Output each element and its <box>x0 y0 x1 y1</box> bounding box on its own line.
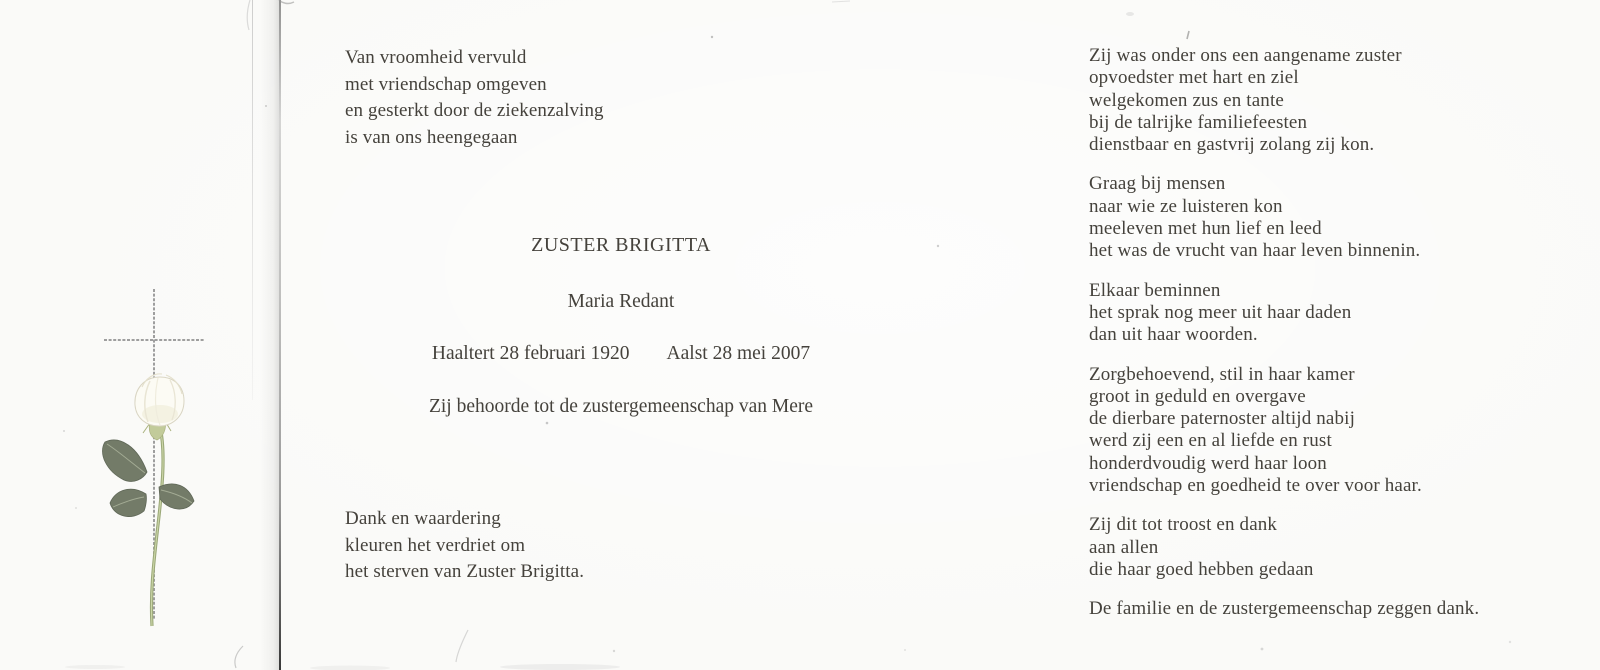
eulogy-line: naar wie ze luisteren kon <box>1089 195 1283 217</box>
eulogy-line: werd zij een en al liefde en rust <box>1089 430 1332 452</box>
eulogy-paragraph <box>1089 514 1569 581</box>
verse-line: het sterven van Zuster Brigitta. <box>345 561 585 583</box>
eulogy-line: honderdvoudig werd haar loon <box>1089 452 1327 474</box>
eulogy-line: dan uit haar woorden. <box>1089 324 1258 346</box>
eulogy-paragraph <box>1089 364 1569 498</box>
eulogy-closing <box>1089 598 1569 620</box>
life-dates <box>345 343 897 364</box>
eulogy-text <box>1089 45 1569 638</box>
eulogy-line: groot in geduld en overgave <box>1089 385 1306 407</box>
eulogy-line: Zorgbehoevend, stil in haar kamer <box>1089 363 1355 385</box>
eulogy-paragraph <box>1089 280 1569 347</box>
white-rose-icon <box>135 374 184 426</box>
eulogy-line: meeleven met hun lief en leed <box>1089 218 1322 240</box>
verse-line: is van ons heengegaan <box>345 126 518 148</box>
fold-crease-line <box>279 0 281 670</box>
rose-leaves <box>102 440 194 517</box>
eulogy-line: de dierbare paternoster altijd nabij <box>1089 408 1356 430</box>
eulogy-line: Elkaar beminnen <box>1089 279 1221 301</box>
opening-verse <box>345 45 905 151</box>
verse-line: met vriendschap omgeven <box>345 73 547 95</box>
eulogy-line: opvoedster met hart en ziel <box>1089 67 1299 89</box>
closing-verse <box>345 506 905 586</box>
eulogy-paragraph <box>1089 45 1569 156</box>
deceased-name: ZUSTER BRIGITTA <box>531 234 711 256</box>
eulogy-line: Zij was onder ons een aangename zuster <box>1089 45 1402 66</box>
eulogy-line: bij de talrijke familiefeesten <box>1089 111 1308 133</box>
fold-shadow <box>260 0 279 670</box>
eulogy-line: welgekomen zus en tante <box>1089 89 1284 111</box>
death-place-date: Aalst 28 mei 2007 <box>666 343 811 364</box>
eulogy-line: Zij dit tot troost en dank <box>1089 514 1278 536</box>
eulogy-line: aan allen <box>1089 536 1159 558</box>
eulogy-line: het was de vrucht van haar leven binnenin. <box>1089 240 1421 262</box>
verse-line: Dank en waardering <box>345 508 501 529</box>
eulogy-paragraph <box>1089 173 1569 262</box>
community-line: Zij behoorde tot de zustergemeenschap van Mere <box>428 396 814 417</box>
cross-and-white-rose-icon <box>80 275 230 670</box>
eulogy-line: het sprak nog meer uit haar daden <box>1089 301 1352 323</box>
eulogy-line: Graag bij mensen <box>1089 173 1226 195</box>
eulogy-line: vriendschap en goedheid te over voor haar. <box>1089 475 1422 497</box>
page-edge-line <box>252 0 253 400</box>
verse-line: en gesterkt door de ziekenzalving <box>345 100 604 122</box>
birth-name: Maria Redant <box>567 291 675 312</box>
birth-place-date: Haaltert 28 februari 1920 <box>431 343 630 364</box>
verse-line: kleuren het verdriet om <box>345 534 526 556</box>
eulogy-line: die haar goed hebben gedaan <box>1089 558 1314 580</box>
eulogy-line: De familie en de zustergemeenschap zeggen dank. <box>1089 598 1480 620</box>
eulogy-line: dienstbaar en gastvrij zolang zij kon. <box>1089 134 1375 156</box>
verse-line: Van vroomheid vervuld <box>345 47 527 68</box>
